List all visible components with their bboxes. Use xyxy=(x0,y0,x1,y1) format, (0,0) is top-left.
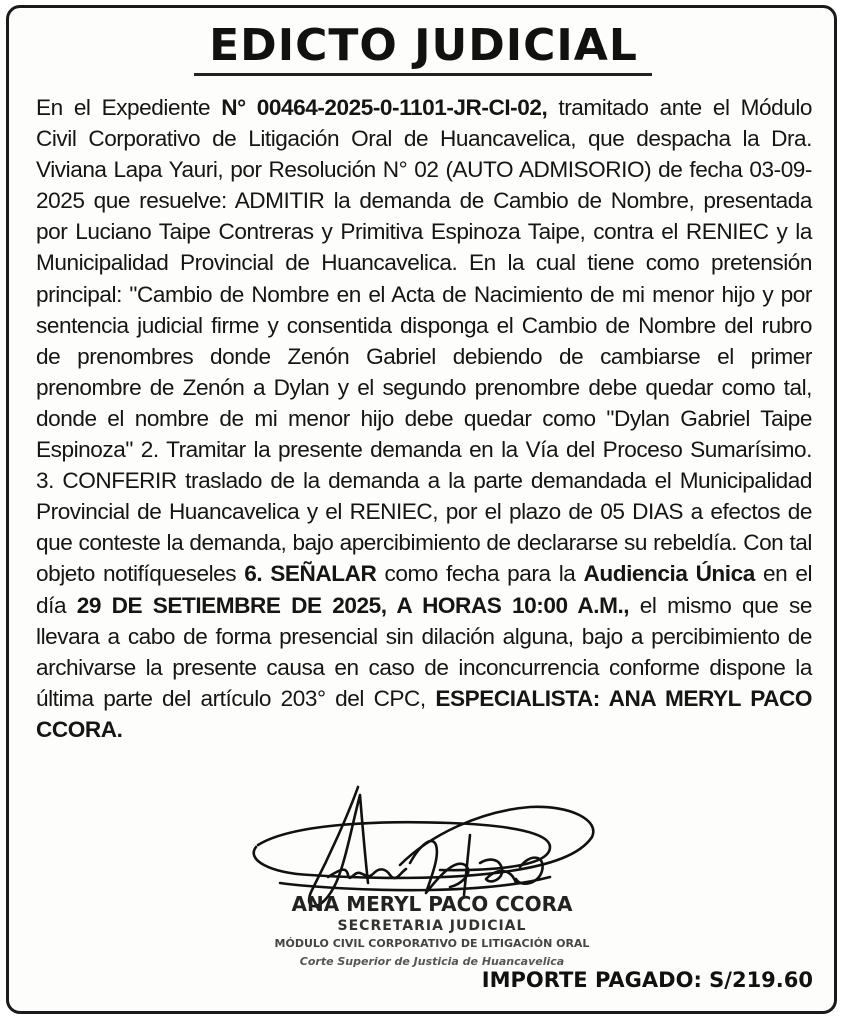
body-text-1: En el Expediente xyxy=(36,95,222,120)
importe-pagado: IMPORTE PAGADO: S/219.60 xyxy=(481,968,813,992)
title-underline xyxy=(194,73,652,76)
body-text-5: el mismo que se llevara a cabo de forma presencial sin dilación alguna, bajo a percibimiento de archivarse la presente causa en caso de inconcurrencia conforme dispone la última parte del artículo 203° del CPC, xyxy=(36,592,813,711)
hearing-date: 29 DE SETIEMBRE DE 2025, A HORAS 10:00 A.M., xyxy=(76,592,630,618)
stamp-module: MÓDULO CIVIL CORPORATIVO DE LITIGACIÓN ORAL xyxy=(274,937,590,950)
edict-title: EDICTO JUDICIAL xyxy=(209,20,638,71)
body-text-4: en el día xyxy=(36,561,813,618)
expediente-number: N° 00464-2025-0-1101-JR-CI-02, xyxy=(221,95,548,120)
edict-body xyxy=(36,92,812,745)
audiencia-label: Audiencia Única xyxy=(583,561,755,587)
body-text-2: tramitado ante el Módulo Civil Corporativo de Litigación Oral de Huancavelica, que despacha la Dra. Viviana Lapa Yauri, por Resolución N° 02 (AUTO ADMISORIO) de fecha 03-09-2025 que resuelve: ADMITIR la demanda de Cambio de Nombre, presentada por Luciano Taipe Contreras y Primitiva Espinoza Taipe, contra el RENIEC y la Municipalidad Provincial de Huancavelica. En la cual tiene como pretensión principal: "Cambio de Nombre en el Acta de Nacimiento de mi menor hijo y por sentencia judicial firme y consentida disponga el Cambio de Nombre del rubro de prenombres donde Zenón Gabriel debiendo de cambiarse el primer prenombre de Zenón a Dylan y el segundo prenombre debe quedar como tal, donde el nombre de mi menor hijo debe quedar como "Dylan Gabriel Taipe Espinoza" 2. Tramitar la presente demanda en la Vía del Proceso Sumarísimo. 3. CONFERIR traslado de la demanda a la parte demandada el Municipalidad Provincial de Huancavelica y el RENIEC, por el plazo de 05 DIAS a efectos de que conteste la demanda, bajo apercibimiento de declararse su rebeldía. Con tal objeto notifíqueseles xyxy=(36,95,812,587)
stamp-role: SECRETARIA JUDICIAL xyxy=(337,918,527,934)
stamp-court: Corte Superior de Justicia de Huancavelica xyxy=(299,955,565,968)
stamp-name: ANA MERYL PACO CCORA xyxy=(291,892,573,916)
body-text-3: como fecha para la xyxy=(376,561,584,587)
senalar-label: 6. SEÑALAR xyxy=(244,561,377,587)
especialista-name: ESPECIALISTA: ANA MERYL PACO CCORA. xyxy=(36,685,812,742)
